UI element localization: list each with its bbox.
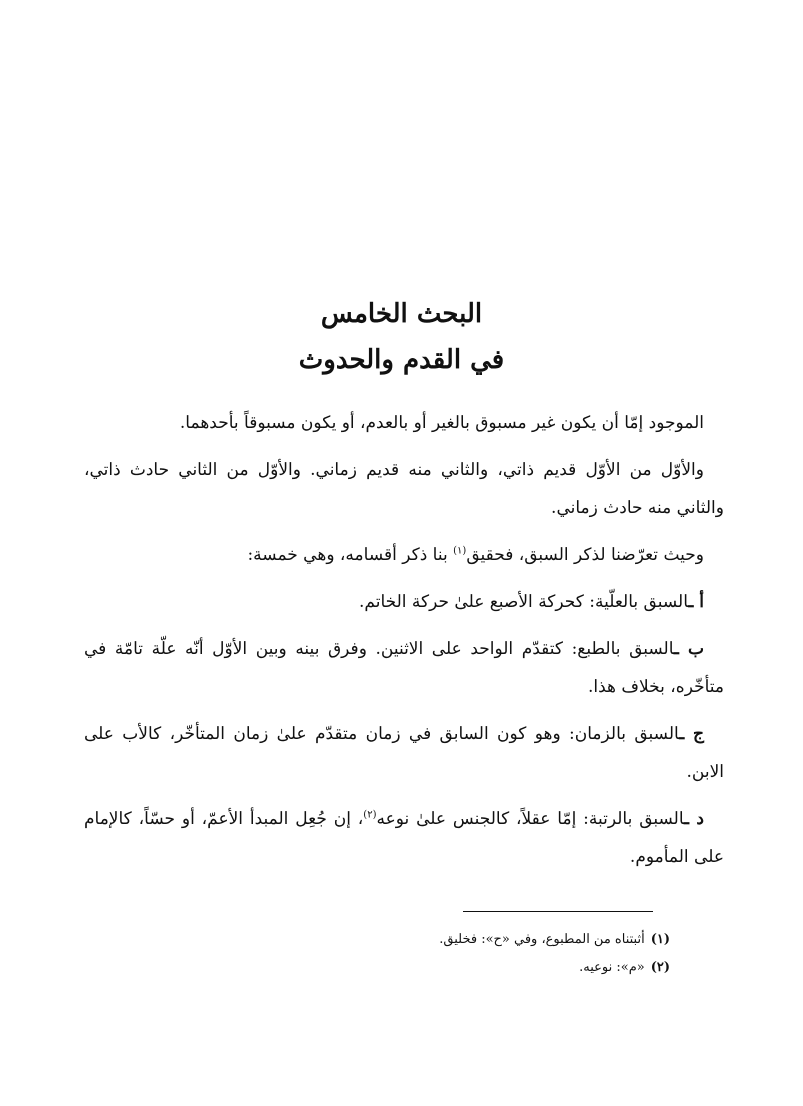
item-c-text: السبق بالزمان: وهو كون السابق في زمان متقدّم علىٰ زمان المتأخّر، كالأب على الابن. [84,724,724,782]
paragraph-1 [84,404,724,442]
section-title: في القدم والحدوث [298,345,505,375]
footnote-ref-2[interactable]: (٢) [363,809,377,821]
footnote-divider [463,911,653,912]
item-c-letter: ج ـ [679,724,704,744]
paragraph-3 [84,536,724,574]
item-a [84,583,724,621]
item-b-letter: ب ـ [673,639,704,659]
item-d-text: السبق بالرتبة: إمّا عقلاً، كالجنس علىٰ نوعه [376,809,685,829]
paragraph-2 [84,451,724,527]
footnote-1-number: (١) [650,932,670,947]
item-b-text: السبق بالطبع: كتقدّم الواحد على الاثنين. وفرق بينه وبين الأوّل أنّه علّة تامّة في متأخّره، بخلاف هذا. [84,639,724,697]
body-text [84,404,724,885]
section-heading: البحث الخامس [320,299,483,329]
paragraph-3-text: وحيث تعرّضنا لذكر السبق، فحقيق [466,545,704,565]
paragraph-2-text: والأوّل من الأوّل قديم ذاتي، والثاني منه قديم زماني. والأوّل من الثاني حادث ذاتي، والثاني منه حادث زماني. [84,460,724,518]
item-c [84,715,724,791]
footnote-1-text: أثبتناه من المطبوع، وفي «ح»: فخليق. [439,932,645,947]
footnote-2-text: «م»: نوعيه. [579,960,645,975]
footnotes [300,926,670,982]
footnote-1 [300,926,670,954]
item-b [84,630,724,706]
item-d-letter: د ـ [684,809,704,829]
item-a-text: السبق بالعلّية: كحركة الأصبع علىٰ حركة الخاتم. [359,592,689,612]
item-a-letter: أ ـ [688,592,704,612]
footnote-2 [300,954,670,982]
item-d-text-after: ، إن جُعِل المبدأ الأعمّ، أو حسّاً، كالإمام على المأموم. [84,809,724,867]
paragraph-3-text-after: بنا ذكر أقسامه، وهي خمسة: [247,545,454,565]
item-d [84,800,724,876]
paragraph-1-text: الموجود إمّا أن يكون غير مسبوق بالغير أو بالعدم، أو يكون مسبوقاً بأحدهما. [179,413,704,433]
footnote-ref-1[interactable]: (١) [453,545,467,557]
footnote-2-number: (٢) [650,960,670,975]
